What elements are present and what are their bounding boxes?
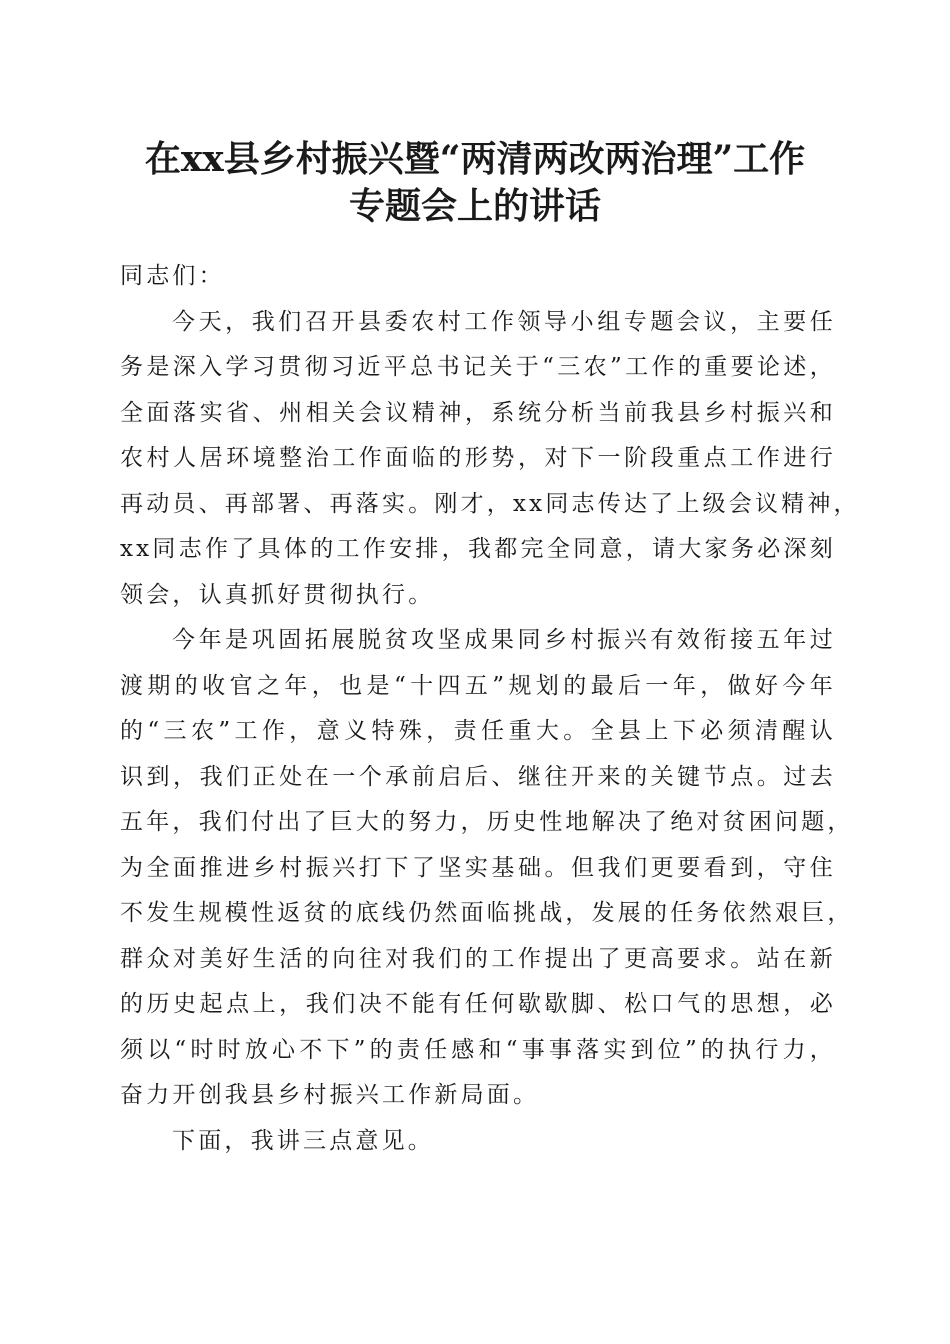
document-title-line-2: 专题会上的讲话 [348, 185, 601, 227]
paragraph-line: xx同志作了具体的工作安排，我都完全同意，请大家务必深刻 [120, 536, 836, 562]
paragraph-opening [120, 300, 860, 619]
paragraph-line: 全面落实省、州相关会议精神，系统分析当前我县乡村振兴和 [120, 399, 836, 426]
paragraph-line: 今年是巩固拓展脱贫攻坚成果同乡村振兴有效衔接五年过 [172, 627, 836, 653]
salutation: 同志们： [120, 263, 225, 289]
paragraph-line: 群众对美好生活的向往对我们的工作提出了更高要求。站在新 [120, 945, 836, 972]
paragraph-line: 不发生规模性返贫的底线仍然面临挑战，发展的任务依然艰巨， [120, 900, 854, 926]
paragraph-line: 务是深入学习贯彻习近平总书记关于“三农”工作的重要论述， [120, 354, 836, 380]
paragraph-line: 再动员、再部署、再落实。刚才，xx同志传达了上级会议精神， [120, 490, 860, 517]
paragraph-line: 下面，我讲三点意见。 [172, 1127, 434, 1154]
paragraph-line: 五年，我们付出了巨大的努力，历史性地解决了绝对贫困问题， [120, 809, 854, 835]
paragraph-line: 为全面推进乡村振兴打下了坚实基础。但我们更要看到，守住 [120, 854, 836, 881]
paragraph-line: 须以“时时放心不下”的责任感和“事事落实到位”的执行力， [120, 1036, 836, 1063]
paragraph-line: 奋力开创我县乡村振兴工作新局面。 [120, 1082, 540, 1108]
paragraph-context [120, 618, 854, 1119]
paragraph-line: 渡期的收官之年，也是“十四五”规划的最后一年，做好今年 [120, 672, 836, 699]
paragraph-line: 的“三农”工作，意义特殊，责任重大。全县上下必须清醒认 [120, 718, 836, 744]
document-body [120, 254, 860, 1164]
paragraph-line: 今天，我们召开县委农村工作领导小组专题会议，主要任 [172, 308, 836, 335]
paragraph-line: 的历史起点上，我们决不能有任何歇歇脚、松口气的思想，必 [120, 991, 836, 1017]
paragraph-line: 领会，认真抓好贯彻执行。 [120, 581, 435, 608]
paragraph-transition [120, 1119, 836, 1165]
paragraph-line: 农村人居环境整治工作面临的形势，对下一阶段重点工作进行 [120, 445, 836, 471]
document-title-line-1: 在xx县乡村振兴暨“两清两改两治理”工作 [144, 138, 806, 180]
paragraph-line: 识到，我们正处在一个承前启后、继往开来的关键节点。过去 [120, 763, 836, 790]
